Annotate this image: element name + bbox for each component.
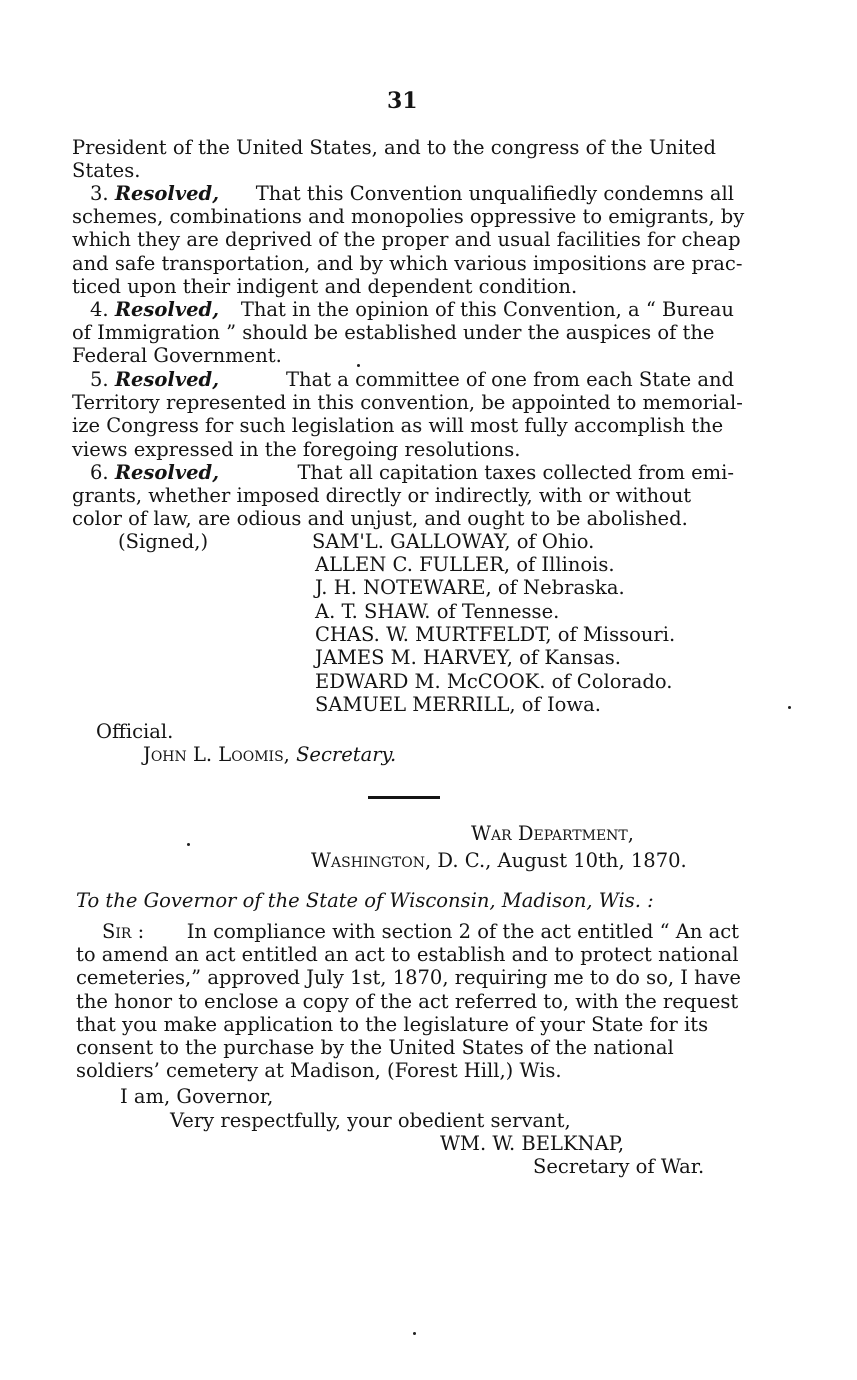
letter-signer: WM. W. BELKNAP, <box>440 1132 625 1155</box>
resolution-6: 6. Resolved, That all capitation taxes collected from emi- grants, whether imposed directly or indirectly, with or without color of law, are odious and unjust, and ought to be abolished. <box>72 461 734 531</box>
signatory-1: SAM'L. GALLOWAY, of Ohio. <box>312 530 595 553</box>
letter-place-date <box>311 849 687 872</box>
signatory-2: ALLEN C. FULLER, of Illinois. <box>315 553 615 576</box>
ink-speck <box>788 706 791 709</box>
resolution-3: 3. Resolved, That this Convention unqualifiedly condemns all schemes, combinations and monopolies oppressive to emigrants, by which they are deprived of the proper and usual facilities for cheap and safe transportation, and by which various impositions are prac- ticed upon their indigent and dependent condition. <box>72 182 745 298</box>
ink-speck <box>187 843 190 846</box>
resolution-5: 5. Resolved, That a committee of one from each State and Territory represented in this convention, be appointed to memorial- ize Congress for such legislation as will most fully accomplish the views expressed in the foregoing resolutions. <box>72 368 743 461</box>
letter-address: To the Governor of the State of Wisconsin, Madison, Wis. : <box>76 889 654 912</box>
text-line: President of the United States, and to the congress of the United <box>72 136 716 159</box>
letter-body: Sir : In compliance with section 2 of the act entitled “ An act to amend an act entitled an act to establish and to protect national cemeteries,” approved July 1st, 1870, requiring me to do so, I have the honor to enclose a copy of the act referred to, with the request that you make application to the legislature of your State for its consent to the purchase by the United States of the national soldiers’ cemetery at Madison, (Forest Hill,) Wis. <box>76 920 741 1083</box>
signatory-5: CHAS. W. MURTFELDT, of Missouri. <box>315 623 676 646</box>
secretary-line <box>143 743 396 766</box>
secretary-name: John L. Loomis, <box>143 743 290 766</box>
official-label: Official. <box>96 720 174 743</box>
ink-speck <box>357 364 360 367</box>
signatory-7: EDWARD M. McCOOK. of Colorado. <box>315 670 673 693</box>
letter-signer-title: Secretary of War. <box>533 1155 705 1178</box>
signatory-8: SAMUEL MERRILL, of Iowa. <box>315 693 601 716</box>
letter-place: Washington, <box>311 849 432 872</box>
resolution-4: 4. Resolved, That in the opinion of this Convention, a “ Bureau of Immigration ” should be established under the auspices of the Federal Government. <box>72 298 734 368</box>
letter-closing-2: Very respectfully, your obedient servant, <box>170 1109 571 1132</box>
signatory-4: A. T. SHAW. of Tennesse. <box>315 600 560 623</box>
secretary-title: Secretary. <box>296 743 397 766</box>
page-number: 31 <box>387 88 418 114</box>
signed-label: (Signed,) <box>118 530 209 553</box>
continuation-paragraph <box>72 136 734 182</box>
section-divider <box>368 796 440 799</box>
letter-department: War Department, <box>471 822 634 845</box>
letter-date: D. C., August 10th, 1870. <box>437 849 687 872</box>
signatory-3: J. H. NOTEWARE, of Nebraska. <box>315 576 625 599</box>
text-line: States. <box>72 159 141 183</box>
signatory-6: JAMES M. HARVEY, of Kansas. <box>315 646 621 669</box>
ink-speck <box>413 1332 416 1335</box>
letter-closing-1: I am, Governor, <box>120 1085 274 1108</box>
letter-salutation: Sir : <box>102 920 145 943</box>
